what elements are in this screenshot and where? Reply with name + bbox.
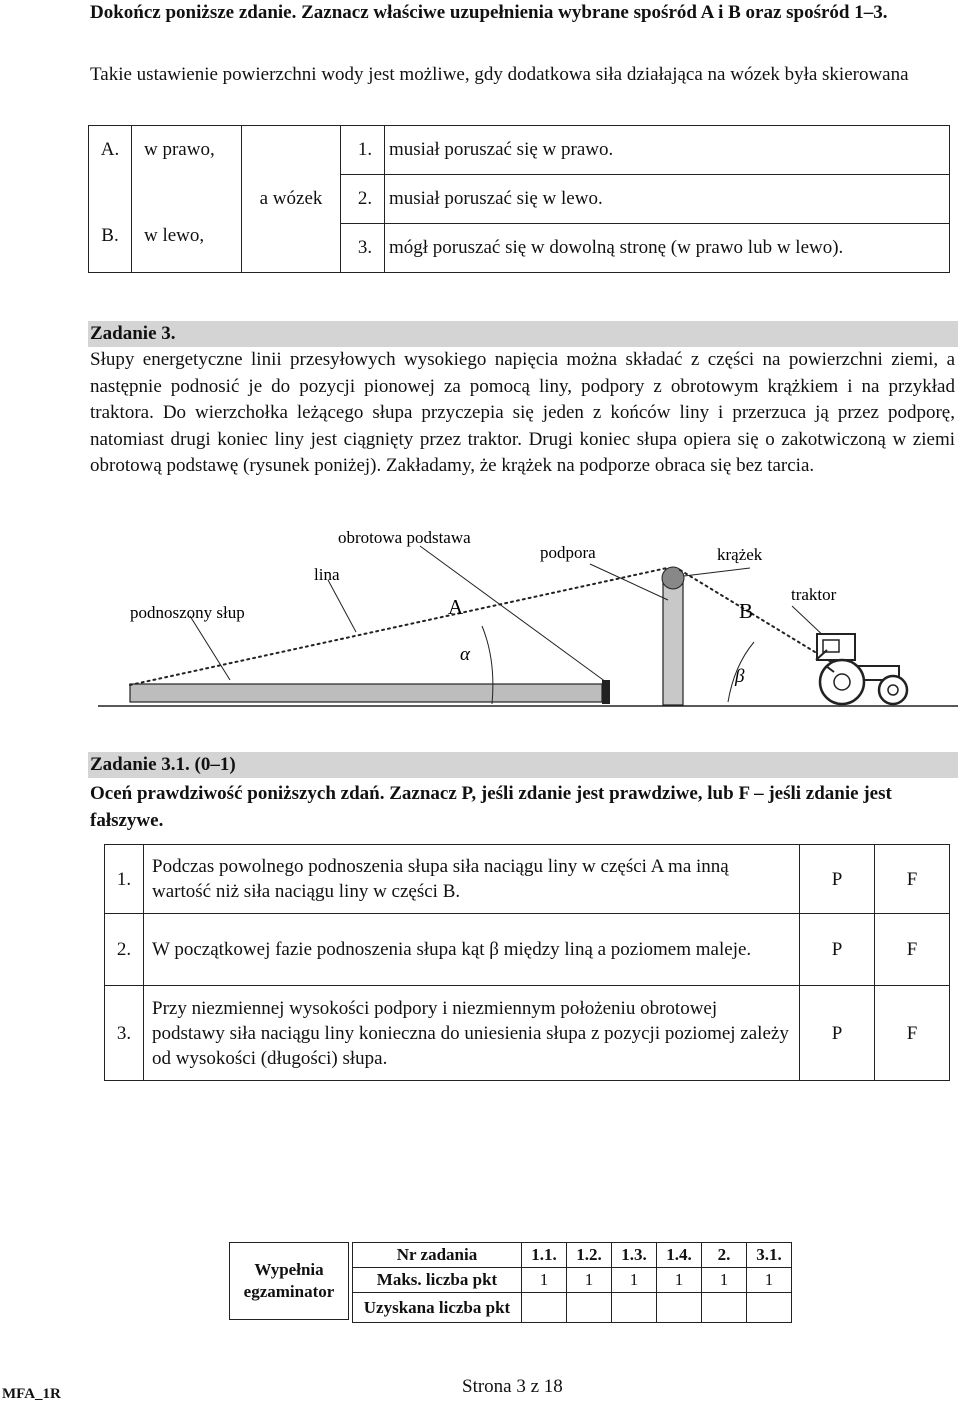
label-beta: β	[735, 666, 745, 687]
task-3-1-heading: Zadanie 3.1. (0–1)	[90, 754, 236, 775]
grade-task: 2.	[702, 1243, 747, 1268]
grade-max: 1	[522, 1268, 567, 1293]
pulley-leader	[684, 568, 750, 576]
grade-score-cell[interactable]	[657, 1293, 702, 1323]
grade-max: 1	[657, 1268, 702, 1293]
table-row	[105, 845, 950, 914]
option-1-text[interactable]: musiał poruszać się w prawo.	[385, 126, 950, 175]
option-3-num[interactable]: 3.	[341, 224, 385, 273]
label-pulley: krążek	[717, 545, 763, 564]
option-2-num[interactable]: 2.	[341, 175, 385, 224]
grade-score-cell[interactable]	[612, 1293, 657, 1323]
answer-f[interactable]: F	[875, 845, 950, 914]
examiner-label-1: Wypełnia	[254, 1260, 324, 1279]
pole-shape	[130, 684, 602, 702]
grade-task: 1.3.	[612, 1243, 657, 1268]
base-shape	[602, 680, 610, 704]
table-row	[105, 914, 950, 986]
task-3-1-instruction: Oceń prawdziwość poniższych zdań. Zaznacz P, jeśli zdanie jest prawdziwe, lub F – jeśli zdanie jest fałszywe.	[90, 783, 892, 831]
page-number: Strona 3 z 18	[462, 1376, 563, 1397]
instruction: Dokończ poniższe zdanie. Zaznacz właściwe uzupełnienia wybrane spośród A i B oraz spośród 1–3.	[90, 2, 888, 23]
grade-score-cell[interactable]	[567, 1293, 612, 1323]
middle-text: a wózek	[242, 126, 341, 273]
grade-task: 1.2.	[567, 1243, 612, 1268]
task-heading-band	[88, 321, 958, 347]
grade-task: 1.1.	[522, 1243, 567, 1268]
grade-score-cell[interactable]	[747, 1293, 792, 1323]
option-2-text[interactable]: musiał poruszać się w lewo.	[385, 175, 950, 224]
grade-max: 1	[747, 1268, 792, 1293]
examiner-label-box	[229, 1242, 349, 1320]
label-tractor: traktor	[791, 585, 837, 604]
label-part-b: B	[739, 599, 754, 623]
statement-text: W początkowej fazie podnoszenia słupa kąt β między liną a poziomem maleje.	[144, 914, 800, 986]
option-b-letter[interactable]: B.	[89, 224, 132, 273]
option-3-text[interactable]: mógł poruszać się w dowolną stronę (w prawo lub w lewo).	[385, 224, 950, 273]
task-heading: Zadanie 3.	[90, 323, 176, 344]
row-number: 3.	[105, 986, 144, 1081]
grade-score-cell[interactable]	[702, 1293, 747, 1323]
label-base: obrotowa podstawa	[338, 528, 471, 547]
row-number: 2.	[105, 914, 144, 986]
table-row	[105, 986, 950, 1081]
grade-max: 1	[567, 1268, 612, 1293]
task-body: Słupy energetyczne linii przesyłowych wysokiego napięcia można składać z części na powierzchni ziemi, a następnie podnosić je do pozycji pionowej za pomocą liny, podpory z obrotowym krążkiem i na przykład traktora. Do wierzchołka leżącego słupa przyczepia się jeden z końców liny i przerzuca ją przez podporę, natomiast drugi koniec liny jest ciągnięty przez traktor. Drugi koniec słupa opiera się o zakotwiczoną w ziemi obrotową podstawę (rysunek poniżej). Zakładamy, że krążek na podporze obraca się bez tarcia.	[90, 349, 955, 476]
answer-f[interactable]: F	[875, 986, 950, 1081]
grade-max: 1	[612, 1268, 657, 1293]
true-false-table	[104, 844, 950, 1081]
question-stem: Takie ustawienie powierzchni wody jest możliwe, gdy dodatkowa siła działająca na wózek była skierowana	[90, 64, 909, 85]
option-ab-spacer	[89, 175, 132, 224]
option-a-text[interactable]: w prawo,	[132, 126, 242, 175]
label-pole: podnoszony słup	[130, 603, 245, 622]
rope-leader	[328, 580, 356, 632]
answer-f[interactable]: F	[875, 914, 950, 986]
grade-row-label: Maks. liczba pkt	[353, 1268, 522, 1293]
row-number: 1.	[105, 845, 144, 914]
grade-task: 3.1.	[747, 1243, 792, 1268]
label-part-a: A	[448, 595, 464, 619]
grade-row-label: Uzyskana liczba pkt	[353, 1293, 522, 1323]
grade-max: 1	[702, 1268, 747, 1293]
answer-p[interactable]: P	[800, 845, 875, 914]
label-rope: lina	[314, 565, 340, 584]
examiner-label-2: egzaminator	[243, 1282, 335, 1301]
diagram	[90, 520, 960, 720]
answer-p[interactable]: P	[800, 914, 875, 986]
label-support: podpora	[540, 543, 596, 562]
choice-table	[88, 125, 950, 273]
exam-code: MFA_1R	[2, 1386, 61, 1402]
answer-p[interactable]: P	[800, 986, 875, 1081]
grading-table	[352, 1242, 792, 1323]
tractor-shape	[816, 634, 907, 704]
statement-text: Podczas powolnego podnoszenia słupa siła naciągu liny w części A ma inną wartość niż siła naciągu liny w części B.	[144, 845, 800, 914]
grade-row-label: Nr zadania	[353, 1243, 522, 1268]
option-b-text[interactable]: w lewo,	[132, 224, 242, 273]
label-alpha: α	[460, 644, 470, 665]
option-1-num[interactable]: 1.	[341, 126, 385, 175]
grade-score-cell[interactable]	[522, 1293, 567, 1323]
option-ab-spacer-2	[132, 175, 242, 224]
option-a-letter[interactable]: A.	[89, 126, 132, 175]
grade-task: 1.4.	[657, 1243, 702, 1268]
statement-text: Przy niezmiennej wysokości podpory i niezmiennym położeniu obrotowej podstawy siła naciągu liny konieczna do uniesienia słupa z pozycji poziomej zależy od wysokości (długości) słupa.	[144, 986, 800, 1081]
